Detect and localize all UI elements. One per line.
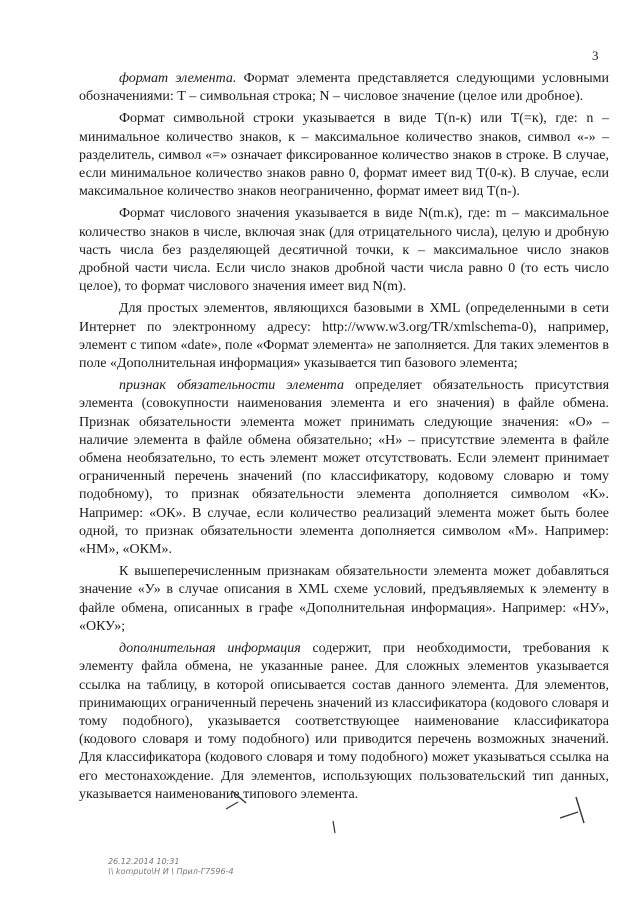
paragraph-text: содержит, при необходимости, требования к элементу файла обмена, не указанные ранее. Для сложных элементов указывается ссылка на таблицу, в которой описывается состав данного элемента. Для элементов, принимающих ограниченный перечень значений из классификатора (кодового словаря и тому подобного), указывается соответствующее наименование классификатора (кодового словаря и тому подобного) или приводится перечень возможных значений. Для классификатора (кодового словаря и тому подобного) может указываться ссылка на его местонахождение. Для элементов, использующих пользовательский тип данных, указывается наименование типового элемента.	[79, 641, 609, 802]
paragraph-text: Формат элемента представляется следующими условными обозначениями: Т – символьная строка; N – числовое значение (целое или дробное).	[79, 71, 609, 105]
paragraph-xml-base-types	[79, 300, 609, 373]
paragraph-text: Формат символьной строки указывается в виде T(n-к) или T(=к), где: n – минимальное количество знаков, к – максимальное количество знаков, символ «-» – разделитель, символ «=» означает фиксированное количество знаков в строке. В случае, если минимальное количество знаков равно 0, формат имеет вид T(0-к). В случае, если максимальное количество знаков неограниченно, формат имеет вид T(n-).	[79, 111, 609, 200]
paragraph-conditional-flag	[79, 563, 609, 636]
paragraph-element-format	[79, 70, 609, 106]
term-additional-info: дополнительная информация	[119, 641, 301, 657]
term-mandatory-flag: признак обязательности элемента	[119, 378, 344, 394]
footer-file-path: \\ komputo\Н И \ Прил-Г7596-4	[108, 867, 234, 876]
term-element-format: формат элемента.	[119, 71, 237, 86]
paragraph-string-format	[79, 110, 609, 201]
print-footer	[108, 857, 234, 877]
footer-timestamp: 26.12.2014 10:31	[108, 857, 180, 866]
paragraph-text: К вышеперечисленным признакам обязательности элемента может добавляться значение «У» в случае описания в XML схеме условий, предъявляемых к элементу в файле обмена, описанных в графе «Дополнительная информация». Например: «НУ», «ОКУ»;	[79, 564, 609, 634]
paragraph-number-format	[79, 205, 609, 296]
document-body	[79, 70, 609, 808]
paragraph-text: определяет обязательность присутствия элемента (совокупности наименования элемента и его значения) в файле обмена. Признак обязательности элемента может принимать следующие значения: «О» – наличие элемента в файле обмена обязательно; «Н» – присутствие элемента в файле обмена необязательно, то есть элемент может отсутствовать. Если элемент принимает ограниченный перечень значений (по классификатору, кодовому словарю и тому подобному), то признак обязательности элемента дополняется символом «К». Например: «ОК». В случае, если количество реализаций элемента может быть более одной, то признак обязательности элемента дополняется символом «М». Например: «НМ», «ОКМ».	[79, 378, 610, 558]
paragraph-text: Формат числового значения указывается в виде N(m.к), где: m – максимальное количество знаков в числе, включая знак (для отрицательного числа), целую и дробную часть числа без разделяющей десятичной точки, к – максимальное число знаков дробной части числа. Если число знаков дробной части числа равно 0 (то есть число целое), то формат числового значения имеет вид N(m).	[79, 206, 609, 295]
paragraph-additional-info	[79, 640, 609, 804]
page-number: 3	[592, 48, 599, 63]
paragraph-mandatory-flag	[79, 377, 609, 559]
paragraph-text: Для простых элементов, являющихся базовыми в XML (определенными в сети Интернет по электронному адресу: http://www.w3.org/TR/xmlschema-0), например, элемент с типом «date», поле «Формат элемента» не заполняется. Для таких элементов в поле «Дополнительная информация» указывается тип базового элемента;	[79, 301, 609, 372]
